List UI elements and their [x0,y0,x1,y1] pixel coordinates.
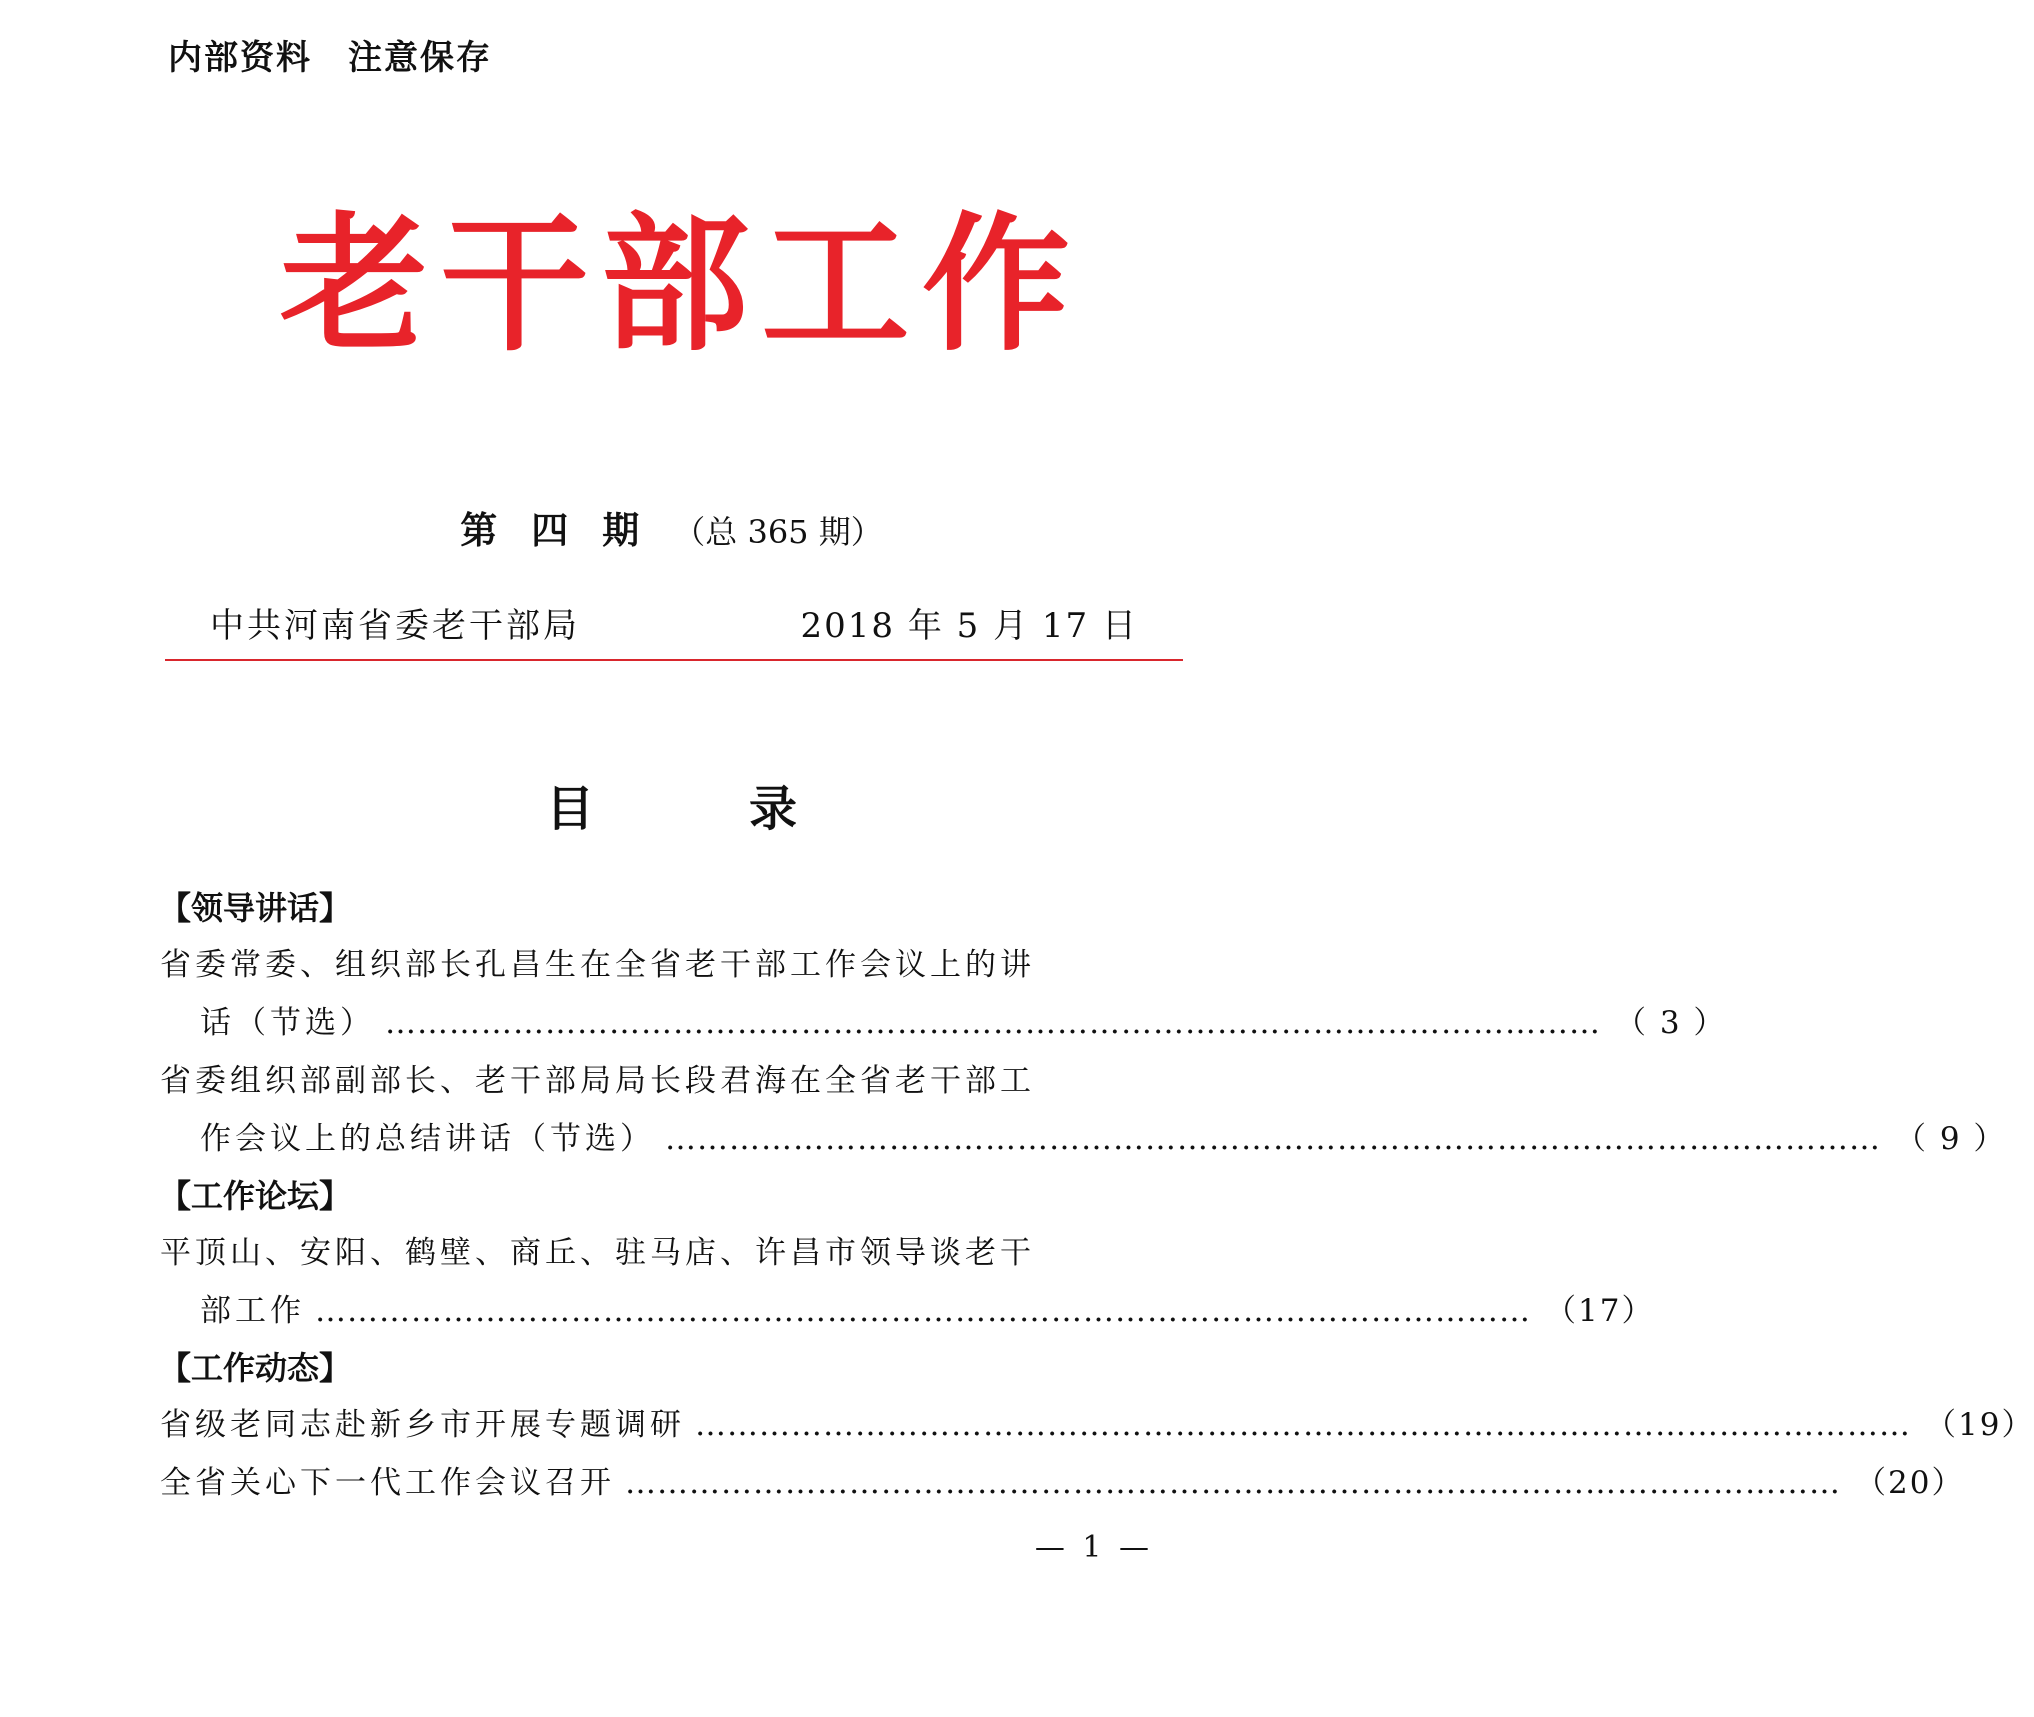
toc-title-right: 录 [749,781,798,837]
toc-entry-text: 全省关心下一代工作会议召开 [160,1465,615,1501]
toc-page-number: （20） [1855,1465,1965,1501]
toc-page-number: （ 3 ） [1615,1005,1727,1041]
toc-entry[interactable] [160,936,1727,1052]
issue-line [0,505,1343,557]
dot-leader: …………………………………………………………………………………………………… [385,1005,1601,1041]
masthead-char: 部 [601,199,749,371]
classification-notice: 内部资料 注意保存 [168,38,492,78]
toc-section-heading: 【工作论坛】 [159,1177,352,1215]
toc-entry[interactable] [160,1052,2007,1168]
masthead-char: 作 [922,199,1070,371]
toc-entry-text: 省委组织部副部长、老干部局局长段君海在全省老干部工 [160,1063,1035,1099]
toc-entry-line1 [160,936,1185,994]
toc-entry-text: 省委常委、组织部长孔昌生在全省老干部工作会议上的讲 [160,947,1035,983]
toc-entry-text: 部工作 [200,1293,305,1329]
issue-total: （总 365 期） [673,513,883,551]
toc-title [0,770,1343,839]
masthead-char: 干 [440,199,589,371]
footer-page-number: — 1 — [1034,1530,1153,1565]
masthead-title [280,195,1070,375]
toc-entry-text: 话（节选） [200,1005,375,1041]
publish-date: 2018 年 5 月 17 日 [800,606,1138,646]
masthead-char: 老 [280,199,428,371]
toc-page-number: （19） [1925,1407,2034,1443]
dot-leader: …………………………………………………………………………………………………… [625,1465,1841,1501]
toc-section-heading: 【工作动态】 [159,1349,352,1387]
toc-page-number: （17） [1545,1293,1655,1329]
toc-entry-line2 [160,1110,2007,1168]
table-of-contents [159,880,2034,1512]
issue-number: 第四期 [460,508,674,552]
toc-entry[interactable] [160,1224,1655,1340]
toc-page-number: （ 9 ） [1895,1121,2007,1157]
toc-entry[interactable] [160,1396,2034,1454]
toc-entry-text: 作会议上的总结讲话（节选） [200,1121,655,1157]
header-divider [165,659,1183,661]
masthead-char: 工 [761,199,910,371]
dot-leader: …………………………………………………………………………………………………… [665,1121,1881,1157]
toc-entry[interactable] [160,1454,1965,1512]
toc-entry-text: 省级老同志赴新乡市开展专题调研 [160,1407,685,1443]
dot-leader: …………………………………………………………………………………………………… [315,1293,1531,1329]
toc-entry-line1 [160,1224,1185,1282]
toc-entry-line1 [160,1052,1185,1110]
dot-leader: …………………………………………………………………………………………………… [695,1407,1911,1443]
toc-section-heading: 【领导讲话】 [159,889,352,927]
toc-entry-line1 [160,1454,1965,1512]
publisher-name: 中共河南省委老干部局 [210,606,580,646]
toc-entry-line1 [160,1396,2034,1454]
toc-title-left: 目 [545,781,594,837]
toc-entry-text: 平顶山、安阳、鹤壁、商丘、驻马店、许昌市领导谈老干 [160,1235,1035,1271]
toc-entry-line2 [160,1282,1655,1340]
toc-entry-line2 [160,994,1727,1052]
